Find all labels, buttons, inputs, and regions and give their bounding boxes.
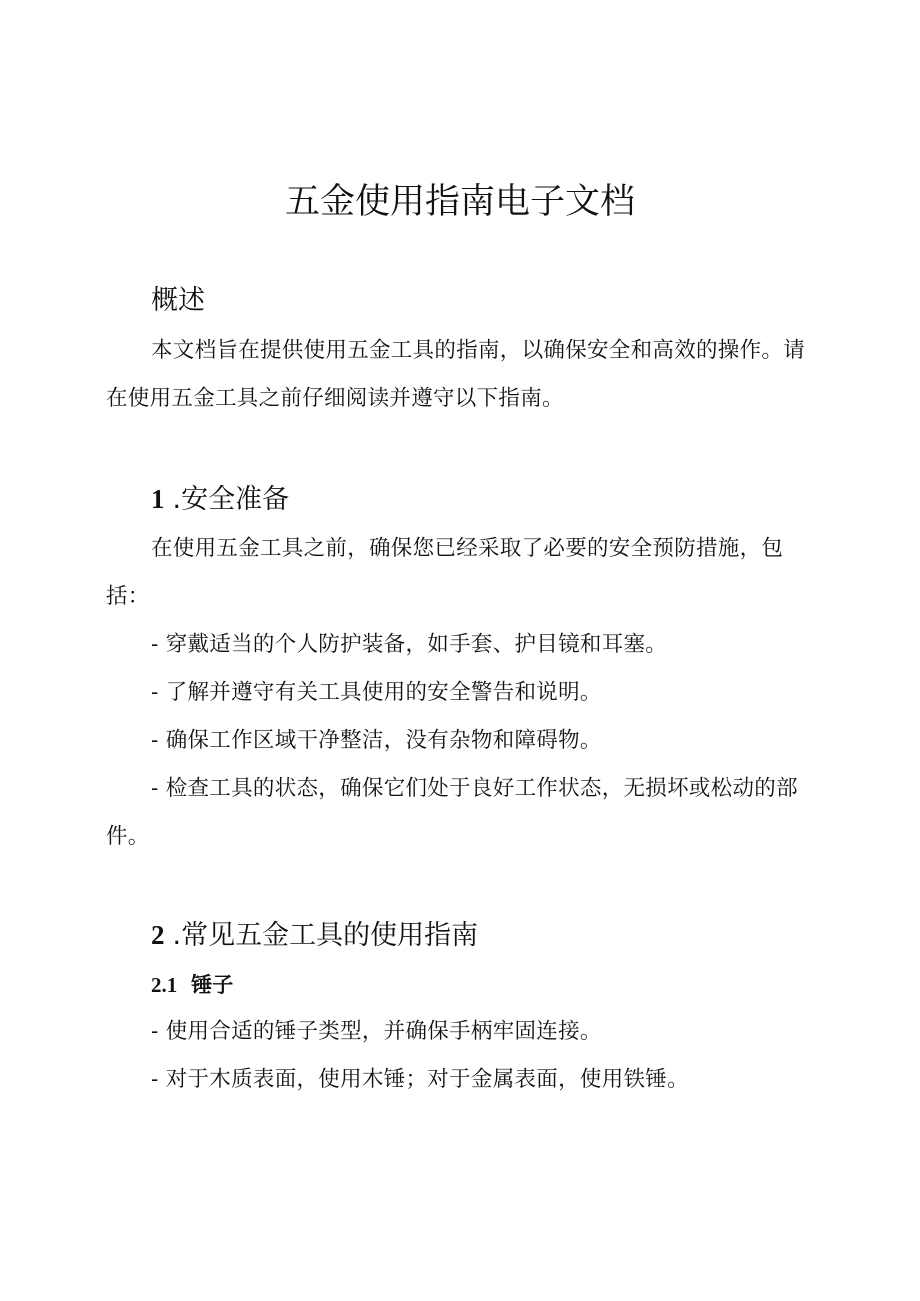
- subsection-2-1-number: 2.1: [151, 973, 178, 997]
- list-item: - 使用合适的锤子类型，并确保手柄牢固连接。: [151, 1019, 602, 1044]
- section-2-heading: [151, 917, 478, 954]
- section-1-heading: [151, 481, 289, 518]
- section-2-number: 2: [151, 920, 165, 950]
- section-1-number: 1: [151, 484, 165, 514]
- subsection-2-1-heading: [151, 970, 233, 1000]
- subsection-2-1-title: 锤子: [191, 973, 234, 997]
- section-2-title: .常见五金工具的使用指南: [172, 920, 479, 951]
- list-item: - 穿戴适当的个人防护装备，如手套、护目镜和耳塞。: [151, 632, 668, 657]
- list-item: - 了解并遵守有关工具使用的安全警告和说明。: [151, 680, 602, 705]
- list-item: - 对于木质表面，使用木锤；对于金属表面，使用铁锤。: [151, 1067, 689, 1092]
- list-item: - 检查工具的状态，确保它们处于良好工作状态，无损坏或松动的部件。: [106, 776, 798, 849]
- overview-heading: 概述: [151, 285, 205, 316]
- list-item: - 确保工作区域干净整洁，没有杂物和障碍物。: [151, 728, 602, 753]
- section-1-title: .安全准备: [172, 484, 290, 515]
- section-1-intro: 在使用五金工具之前，确保您已经采取了必要的安全预防措施，包括：: [106, 536, 784, 609]
- overview-paragraph: 本文档旨在提供使用五金工具的指南，以确保安全和高效的操作。请在使用五金工具之前仔细阅读并遵守以下指南。: [106, 338, 806, 411]
- document-title: 五金使用指南电子文档: [284, 182, 635, 222]
